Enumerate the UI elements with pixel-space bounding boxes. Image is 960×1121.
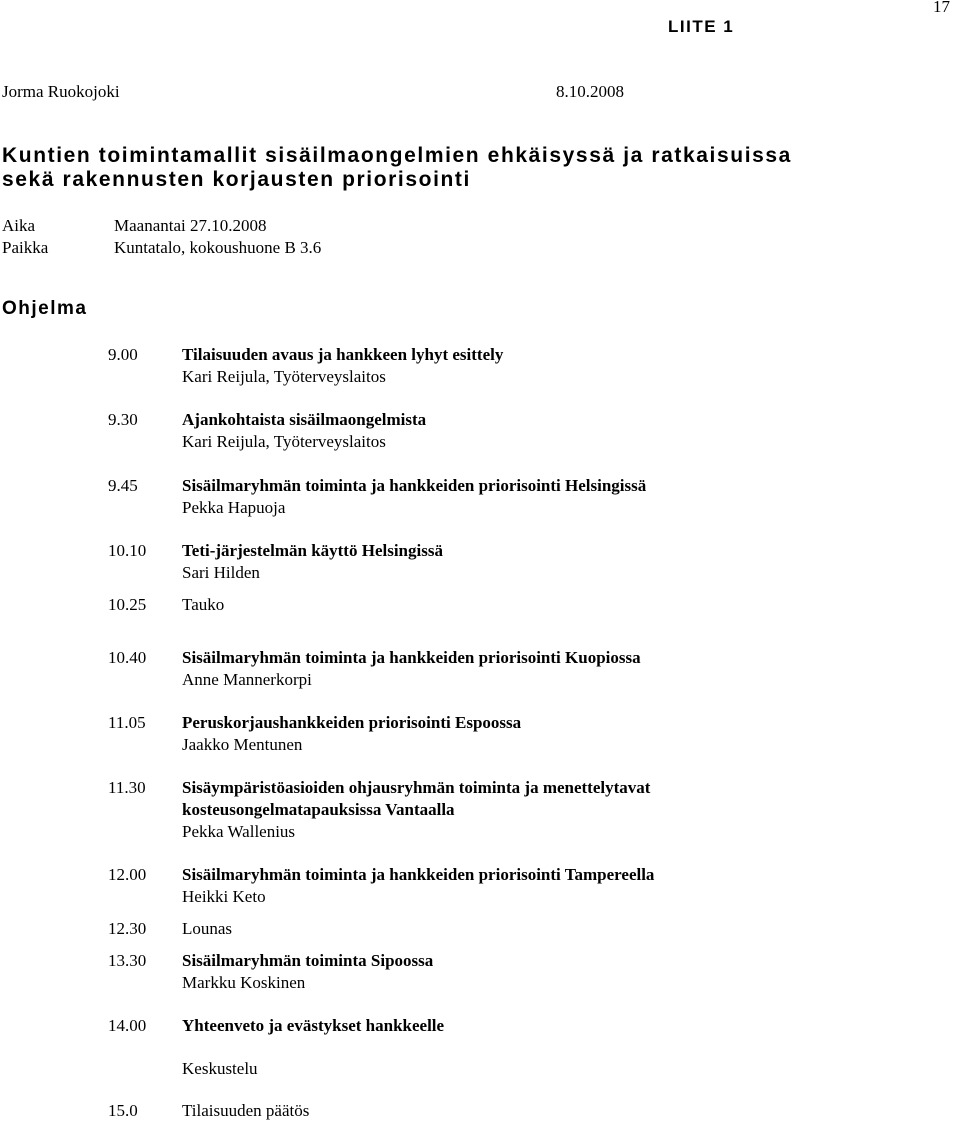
title-line-1: Kuntien toimintamallit sisäilmaongelmien ehkäisyssä ja ratkaisuissa — [2, 144, 792, 167]
program-speaker: Anne Mannerkorpi — [182, 670, 312, 689]
program-time: 10.10 — [108, 541, 147, 560]
program-time: 10.25 — [108, 595, 147, 614]
program-topic: Yhteenveto ja evästykset hankkeelle — [182, 1016, 445, 1035]
program-topic: Tilaisuuden päätös — [182, 1101, 310, 1120]
program-speaker: Kari Reijula, Työterveyslaitos — [182, 432, 386, 451]
program-speaker: Pekka Hapuoja — [182, 498, 286, 517]
program-speaker: Markku Koskinen — [182, 973, 306, 992]
program-time: 15.0 — [108, 1101, 138, 1120]
program-topic: Sisäilmaryhmän toiminta ja hankkeiden priorisointi Helsingissä — [182, 476, 647, 495]
page-number: 17 — [933, 0, 950, 16]
time-label: Aika — [2, 216, 36, 235]
program-time: 14.00 — [108, 1016, 147, 1035]
program-topic: Teti-järjestelmän käyttö Helsingissä — [182, 541, 443, 560]
place-value: Kuntatalo, kokoushuone B 3.6 — [114, 238, 322, 257]
program-time: 12.00 — [108, 865, 147, 884]
program-time: 11.30 — [108, 778, 146, 797]
program-topic: Sisäilmaryhmän toiminta ja hankkeiden priorisointi Kuopiossa — [182, 648, 641, 667]
program-time: 11.05 — [108, 713, 146, 732]
program-time: 9.30 — [108, 410, 138, 429]
program-topic: Lounas — [182, 919, 233, 938]
program-speaker: Kari Reijula, Työterveyslaitos — [182, 367, 386, 386]
program-speaker: Heikki Keto — [182, 887, 266, 906]
program-time: 13.30 — [108, 951, 147, 970]
program-topic: Sisäilmaryhmän toiminta ja hankkeiden priorisointi Tampereella — [182, 865, 655, 884]
program-heading: Ohjelma — [2, 298, 88, 319]
program-topic-continued: kosteusongelmatapauksissa Vantaalla — [182, 800, 455, 819]
place-label: Paikka — [2, 238, 49, 257]
program-time: 9.45 — [108, 476, 138, 495]
title-line-2: sekä rakennusten korjausten priorisointi — [2, 168, 471, 191]
time-value: Maanantai 27.10.2008 — [114, 216, 267, 235]
program-topic: Tilaisuuden avaus ja hankkeen lyhyt esittely — [182, 345, 504, 364]
program-topic: Tauko — [182, 595, 225, 614]
program-topic: Peruskorjaushankkeiden priorisointi Espoossa — [182, 713, 522, 732]
program-topic: Sisäympäristöasioiden ohjausryhmän toiminta ja menettelytavat — [182, 778, 651, 797]
program-speaker: Pekka Wallenius — [182, 822, 296, 841]
document-title — [2, 144, 792, 192]
program-time: 12.30 — [108, 919, 147, 938]
program-time: 9.00 — [108, 345, 138, 364]
author: Jorma Ruokojoki — [2, 82, 120, 101]
program-topic: Sisäilmaryhmän toiminta Sipoossa — [182, 951, 434, 970]
program-note: Keskustelu — [182, 1059, 258, 1078]
program-time: 10.40 — [108, 648, 147, 667]
program-topic: Ajankohtaista sisäilmaongelmista — [182, 410, 427, 429]
appendix-label: LIITE 1 — [668, 17, 735, 36]
program-speaker: Jaakko Mentunen — [182, 735, 303, 754]
program-speaker: Sari Hilden — [182, 563, 260, 582]
document-date: 8.10.2008 — [556, 82, 624, 101]
